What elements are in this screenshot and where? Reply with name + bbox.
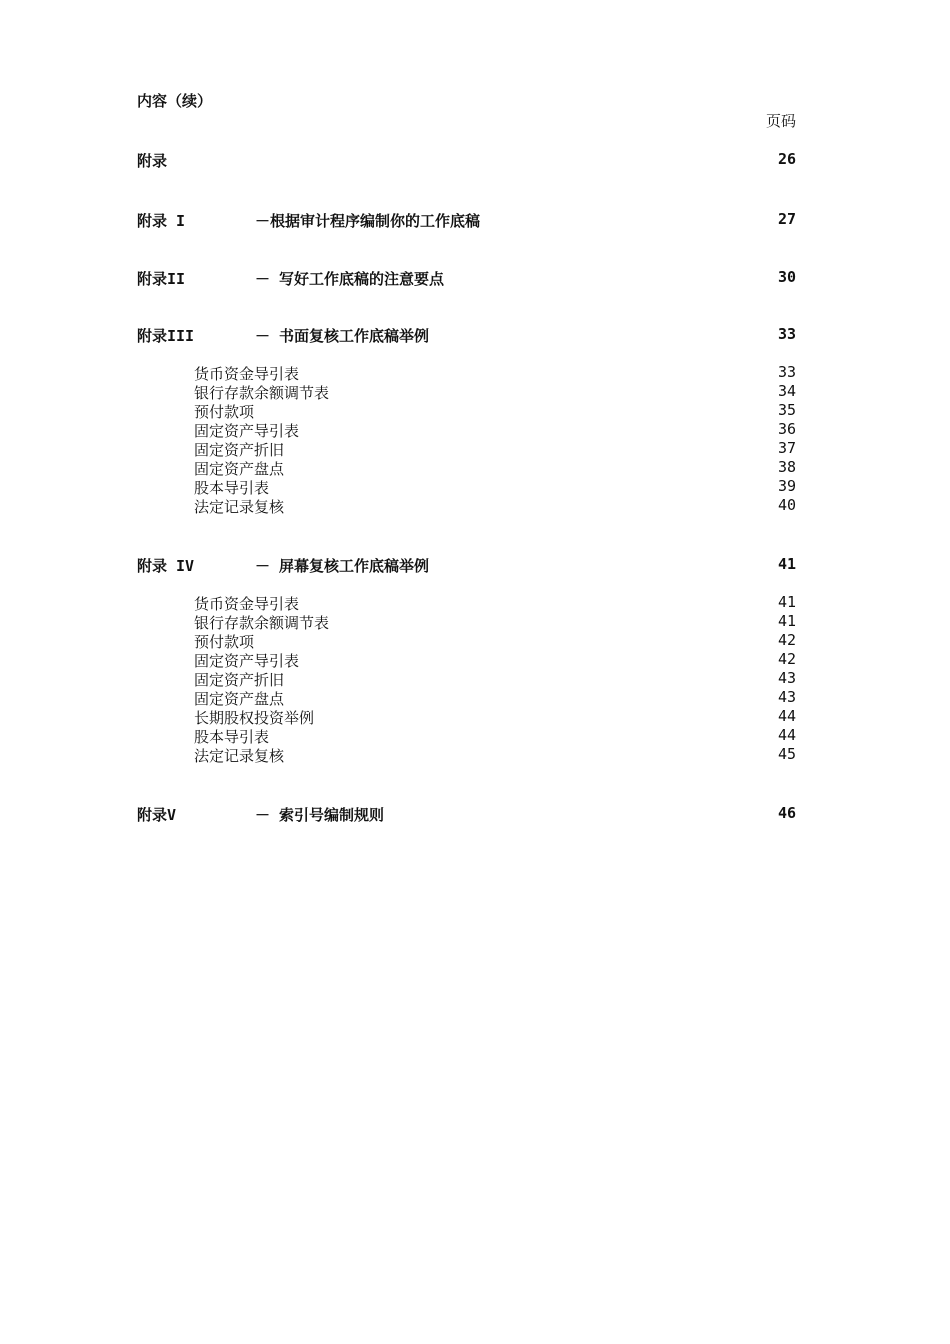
entry-label: 附录V [137, 806, 177, 824]
sub-entry-title: 法定记录复核 [194, 498, 285, 516]
sub-entry-title: 固定资产导引表 [194, 422, 300, 440]
toc-sub-entry [0, 688, 950, 707]
sub-entry-title: 货币资金导引表 [194, 595, 300, 613]
toc-sub-entry [0, 650, 950, 669]
toc-sub-entry [0, 382, 950, 401]
entry-label: 附录III [137, 327, 195, 345]
entry-page: 30 [777, 268, 796, 286]
sub-entry-page: 43 [777, 669, 796, 687]
sub-entry-page: 45 [777, 745, 796, 763]
sub-entry-page: 40 [777, 496, 796, 514]
sub-entry-page: 38 [777, 458, 796, 476]
entry-title: － 屏幕复核工作底稿举例 [255, 557, 430, 575]
sub-entry-title: 股本导引表 [194, 728, 270, 746]
toc-sub-entry [0, 458, 950, 477]
entry-page: 41 [777, 555, 796, 573]
sub-entry-page: 44 [777, 726, 796, 744]
sub-entry-page: 33 [777, 363, 796, 381]
entry-page: 46 [777, 804, 796, 822]
toc-sub-entry [0, 707, 950, 726]
sub-entry-page: 43 [777, 688, 796, 706]
sub-entry-title: 固定资产盘点 [194, 460, 285, 478]
sub-entry-title: 固定资产折旧 [194, 671, 285, 689]
entry-label: 附录 I [137, 212, 186, 230]
sub-entry-page: 44 [777, 707, 796, 725]
sub-entry-title: 法定记录复核 [194, 747, 285, 765]
toc-entry-appendix [0, 150, 950, 170]
sub-entry-page: 41 [777, 612, 796, 630]
sub-entry-page: 42 [777, 650, 796, 668]
sub-entry-page: 36 [777, 420, 796, 438]
sub-entry-title: 固定资产盘点 [194, 690, 285, 708]
entry-title: － 索引号编制规则 [255, 806, 385, 824]
sub-entry-title: 长期股权投资举例 [194, 709, 315, 727]
entry-title: －根据审计程序编制你的工作底稿 [255, 212, 481, 230]
sub-entry-title: 预付款项 [194, 633, 255, 651]
toc-sub-entry [0, 631, 950, 650]
toc-entry-appendix-iv [0, 555, 950, 575]
toc-heading: 内容（续） [137, 92, 213, 110]
toc-sub-entry [0, 745, 950, 764]
sub-entry-title: 银行存款余额调节表 [194, 614, 330, 632]
sub-entry-title: 银行存款余额调节表 [194, 384, 330, 402]
toc-sub-entry [0, 477, 950, 496]
toc-entry-appendix-ii [0, 268, 950, 288]
entry-label: 附录 IV [137, 557, 195, 575]
sub-entry-title: 股本导引表 [194, 479, 270, 497]
page-number-heading: 页码 [765, 112, 796, 130]
sub-entry-title: 固定资产折旧 [194, 441, 285, 459]
entry-title: － 书面复核工作底稿举例 [255, 327, 430, 345]
toc-sub-entry [0, 496, 950, 515]
toc-entry-appendix-iii [0, 325, 950, 345]
toc-sub-entry [0, 669, 950, 688]
toc-sub-entry [0, 612, 950, 631]
toc-entry-appendix-v [0, 804, 950, 824]
sub-entry-page: 39 [777, 477, 796, 495]
sub-entry-page: 37 [777, 439, 796, 457]
sub-entry-page: 34 [777, 382, 796, 400]
toc-entry-appendix-i [0, 210, 950, 230]
entry-page: 27 [777, 210, 796, 228]
toc-sub-entry [0, 401, 950, 420]
toc-sub-entry [0, 420, 950, 439]
sub-entry-title: 预付款项 [194, 403, 255, 421]
entry-label: 附录 [137, 152, 168, 170]
entry-label: 附录II [137, 270, 186, 288]
entry-title: － 写好工作底稿的注意要点 [255, 270, 445, 288]
toc-sub-entry [0, 363, 950, 382]
sub-entry-title: 货币资金导引表 [194, 365, 300, 383]
sub-entry-page: 35 [777, 401, 796, 419]
sub-entry-title: 固定资产导引表 [194, 652, 300, 670]
toc-sub-entry [0, 726, 950, 745]
toc-sub-entry [0, 439, 950, 458]
sub-entry-page: 41 [777, 593, 796, 611]
entry-page: 33 [777, 325, 796, 343]
toc-sub-entry [0, 593, 950, 612]
sub-entry-page: 42 [777, 631, 796, 649]
entry-page: 26 [777, 150, 796, 168]
